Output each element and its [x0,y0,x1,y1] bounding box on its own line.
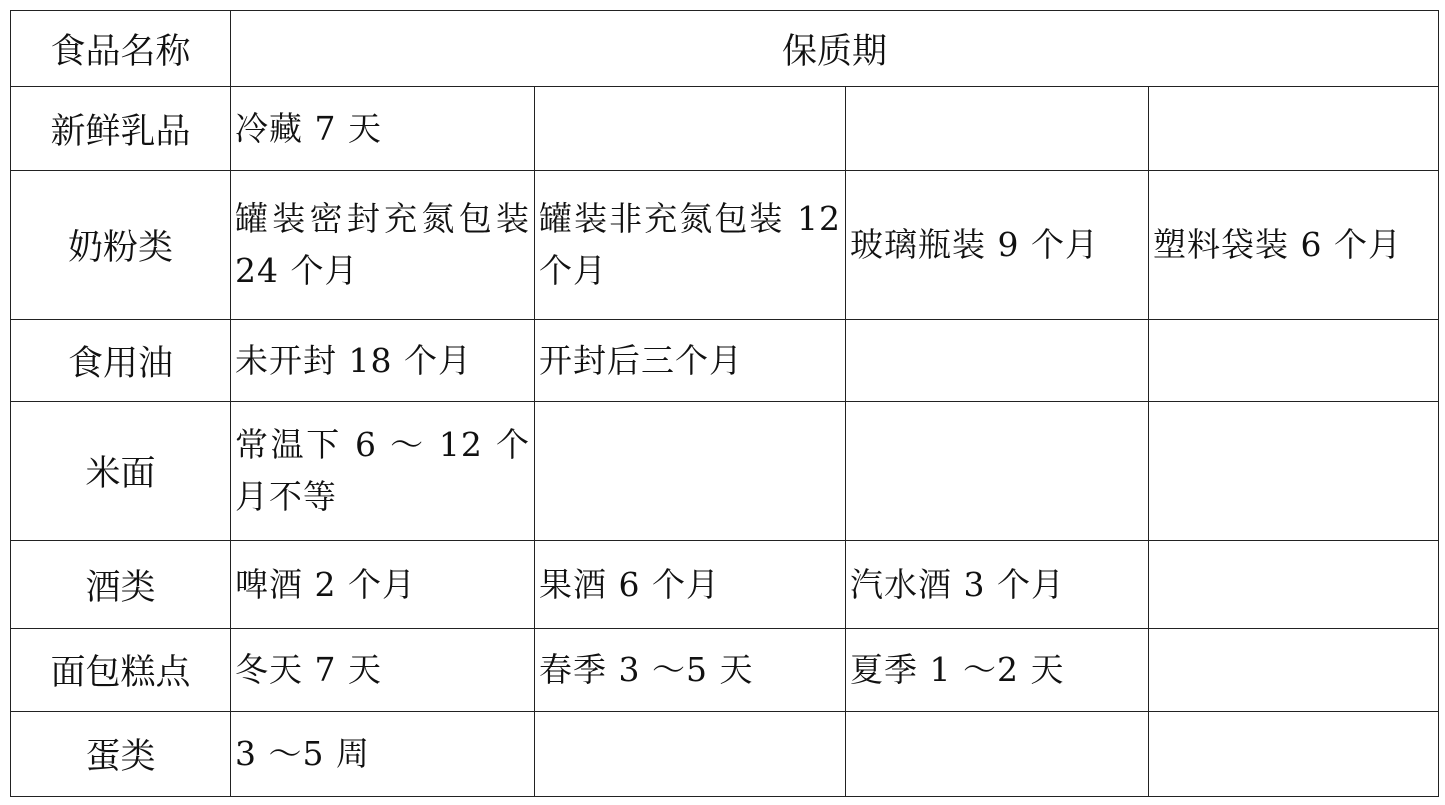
shelf-life-cell: 未开封 18 个月 [231,320,535,402]
header-row [11,11,1439,87]
shelf-life-cell: 常温下 6 ～ 12 个月不等 [231,402,535,541]
food-name-cell: 酒类 [11,541,231,629]
shelf-life-cell [846,712,1149,797]
table-row [11,712,1439,797]
header-food-name: 食品名称 [11,11,231,87]
shelf-life-cell: 汽水酒 3 个月 [846,541,1149,629]
header-shelf-life: 保质期 [231,11,1439,87]
shelf-life-cell [535,712,846,797]
table-row [11,402,1439,541]
shelf-life-cell [846,402,1149,541]
table-row [11,87,1439,171]
food-name-cell: 米面 [11,402,231,541]
shelf-life-cell [1149,320,1439,402]
shelf-life-cell: 冷藏 7 天 [231,87,535,171]
table-row [11,320,1439,402]
shelf-life-cell: 塑料袋装 6 个月 [1149,171,1439,320]
shelf-life-cell [846,320,1149,402]
shelf-life-cell: 冬天 7 天 [231,629,535,712]
shelf-life-cell: 夏季 1 ～2 天 [846,629,1149,712]
shelf-life-cell [535,402,846,541]
food-name-cell: 面包糕点 [11,629,231,712]
table-row [11,629,1439,712]
shelf-life-cell: 3 ～5 周 [231,712,535,797]
shelf-life-cell [1149,402,1439,541]
shelf-life-cell: 罐装密封充氮包装 24 个月 [231,171,535,320]
shelf-life-cell: 开封后三个月 [535,320,846,402]
shelf-life-cell: 果酒 6 个月 [535,541,846,629]
shelf-life-table [10,10,1439,797]
table-row [11,541,1439,629]
shelf-life-cell: 啤酒 2 个月 [231,541,535,629]
food-name-cell: 蛋类 [11,712,231,797]
shelf-life-cell [535,87,846,171]
shelf-life-cell: 春季 3 ～5 天 [535,629,846,712]
shelf-life-cell: 玻璃瓶装 9 个月 [846,171,1149,320]
shelf-life-cell [846,87,1149,171]
food-name-cell: 食用油 [11,320,231,402]
shelf-life-cell [1149,87,1439,171]
shelf-life-cell [1149,629,1439,712]
food-name-cell: 新鲜乳品 [11,87,231,171]
food-name-cell: 奶粉类 [11,171,231,320]
shelf-life-cell: 罐装非充氮包装 12 个月 [535,171,846,320]
shelf-life-cell [1149,541,1439,629]
shelf-life-cell [1149,712,1439,797]
table-row [11,171,1439,320]
